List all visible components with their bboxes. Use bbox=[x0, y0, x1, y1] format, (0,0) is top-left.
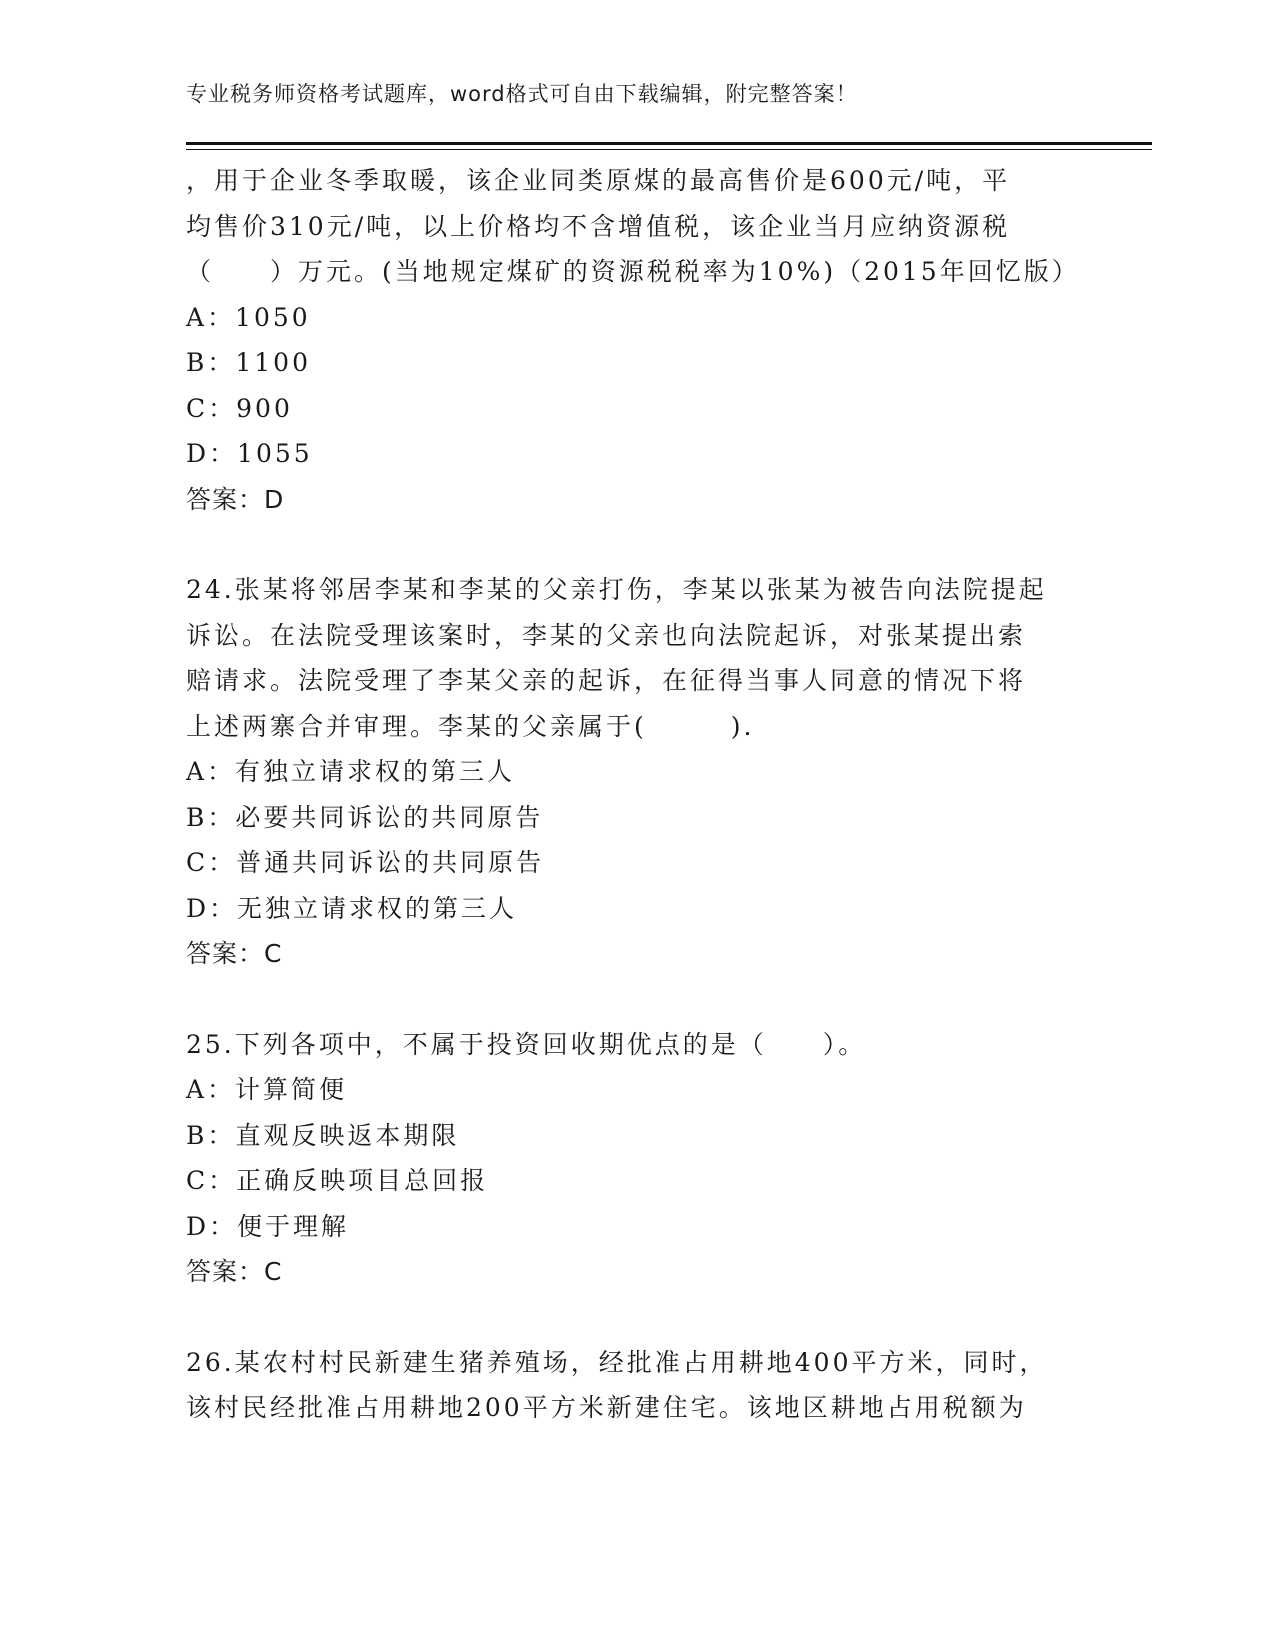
option-b: B：直观反映返本期限 bbox=[186, 1120, 460, 1150]
option-d: D：1055 bbox=[186, 439, 313, 468]
question-stem-line: （ ）万元。(当地规定煤矿的资源税税率为10%)（2015年回忆版） bbox=[186, 257, 1080, 286]
option-d: D：便于理解 bbox=[186, 1211, 350, 1241]
answer-label: 答案：D bbox=[186, 484, 285, 514]
option-a: A：有独立请求权的第三人 bbox=[186, 757, 516, 786]
spacer bbox=[186, 522, 1086, 567]
question-stem-line: 诉讼。在法院受理该案时，李某的父亲也向法院起诉，对张某提出索 bbox=[186, 620, 1027, 650]
page-header: 专业税务师资格考试题库，word格式可自由下载编辑，附完整答案！ bbox=[186, 82, 858, 106]
option-c: C：正确反映项目总回报 bbox=[186, 1166, 489, 1195]
option-c: C：900 bbox=[186, 393, 293, 423]
question-stem-line: 25.下列各项中，不属于投资回收期优点的是（ ）。 bbox=[186, 1029, 867, 1059]
option-a: A：计算简便 bbox=[186, 1075, 348, 1104]
question-stem-line: 该村民经批准占用耕地200平方米新建住宅。该地区耕地占用税额为 bbox=[186, 1393, 1027, 1422]
question-25 bbox=[186, 1022, 1086, 1295]
header-rule-thin bbox=[186, 149, 1152, 150]
question-26 bbox=[186, 1340, 1086, 1431]
option-b: B：1100 bbox=[186, 348, 311, 377]
answer-label: 答案：C bbox=[186, 1257, 283, 1286]
header-rule-thick bbox=[186, 142, 1152, 145]
document-body bbox=[186, 158, 1086, 1431]
question-stem-line: 上述两寨合并审理。李某的父亲属于( ). bbox=[186, 711, 755, 741]
option-b: B：必要共同诉讼的共同原告 bbox=[186, 802, 544, 832]
answer-label: 答案：C bbox=[186, 939, 283, 968]
question-24 bbox=[186, 567, 1086, 977]
option-d: D：无独立请求权的第三人 bbox=[186, 893, 518, 923]
option-c: C：普通共同诉讼的共同原告 bbox=[186, 848, 545, 877]
question-stem-line: 24.张某将邻居李某和李某的父亲打伤，李某以张某为被告向法院提起 bbox=[186, 575, 1047, 604]
question-stem-line: 赔请求。法院受理了李某父亲的起诉，在征得当事人同意的情况下将 bbox=[186, 666, 1027, 695]
question-23 bbox=[186, 158, 1086, 522]
option-a: A：1050 bbox=[186, 302, 311, 332]
spacer bbox=[186, 977, 1086, 1022]
question-stem-line: 26.某农村村民新建生猪养殖场，经批准占用耕地400平方米，同时， bbox=[186, 1347, 1048, 1377]
question-stem-line: ，用于企业冬季取暖，该企业同类原煤的最高售价是600元/吨，平 bbox=[186, 166, 1011, 195]
question-stem-line: 均售价310元/吨，以上价格均不含增值税，该企业当月应纳资源税 bbox=[186, 211, 1011, 241]
spacer bbox=[186, 1295, 1086, 1340]
